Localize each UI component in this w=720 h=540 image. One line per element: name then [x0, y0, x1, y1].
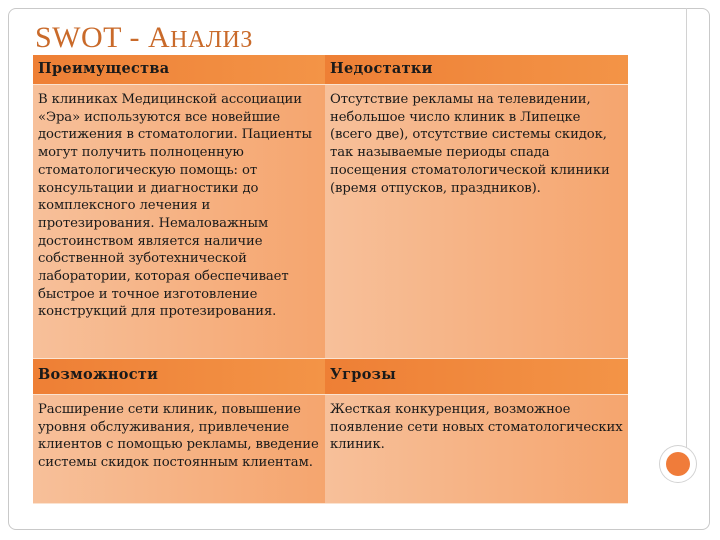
strengths-header: Преимущества: [33, 55, 325, 85]
swot-header-row: [33, 359, 628, 395]
slide-title: [35, 18, 253, 55]
slide-title-part2: НАЛИЗ: [170, 27, 253, 53]
threats-header: Угрозы: [325, 359, 628, 395]
swot-header-row: [33, 55, 628, 85]
weaknesses-header: Недостатки: [325, 55, 628, 85]
opportunities-header: Возможности: [33, 359, 325, 395]
weaknesses-text: Отсутствие рекламы на телевидении, небольшое число клиник в Липецке (всего две), отсутствие системы скидок, так называемые периоды спада посещения стоматологической клиники (время отпусков, праздников).: [325, 85, 628, 359]
opportunities-text: Расширение сети клиник, повышение уровня обслуживания, привлечение клиентов с помощью рекламы, введение системы скидок постоянным клиентам.: [33, 395, 325, 504]
swot-body-row: [33, 85, 628, 359]
threats-text: Жесткая конкуренция, возможное появление сети новых стоматологических клиник.: [325, 395, 628, 504]
slide-title-part1: SWOT - А: [35, 21, 171, 54]
strengths-text: В клиниках Медицинской ассоциации «Эра» используются все новейшие достижения в стоматологии. Пациенты могут получить полноценную стоматологическую помощь: от консультации и диагностики до комплексного лечения и протезирования. Немаловажным достоинством является наличие собственной зуботехнической лаборатории, которая обеспечивает быстрое и точное изготовление конструкций для протезирования.: [33, 85, 325, 359]
swot-body-row: [33, 395, 628, 504]
right-rule: [686, 8, 687, 448]
decor-dot: [666, 452, 690, 476]
swot-table: [33, 55, 628, 504]
